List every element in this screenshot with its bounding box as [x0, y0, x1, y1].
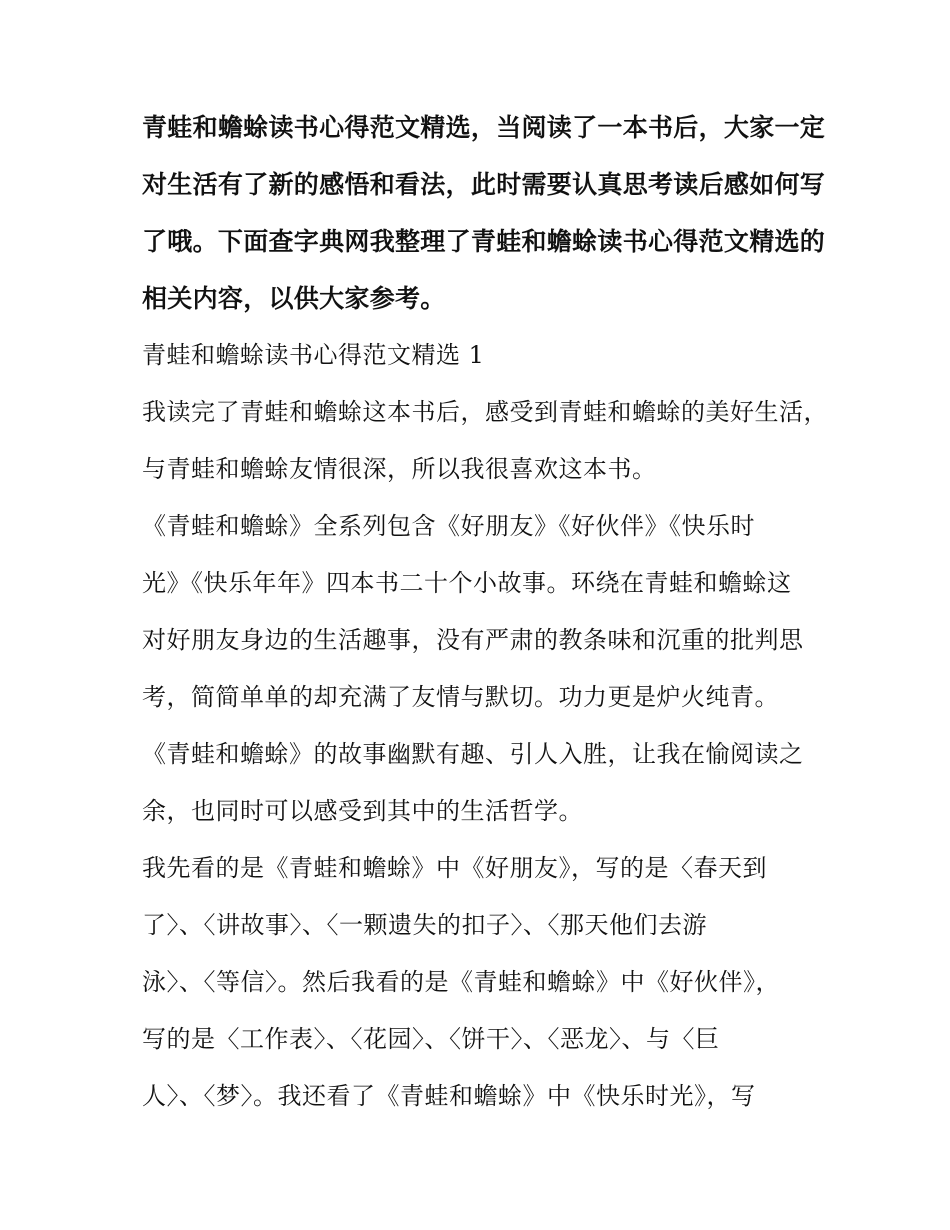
body-line: 与青蛙和蟾蜍友情很深，所以我很喜欢这本书。: [142, 455, 657, 483]
body-line: 对好朋友身边的生活趣事，没有严肃的教条味和沉重的批判思: [142, 626, 804, 654]
section-title: 青蛙和蟾蜍读书心得范文精选 1: [142, 341, 485, 369]
body-line: 《青蛙和蟾蜍》的故事幽默有趣、引人入胜，让我在愉阅读之: [142, 740, 804, 768]
body-line: 我读完了青蛙和蟾蜍这本书后，感受到青蛙和蟾蜍的美好生活，: [142, 398, 828, 426]
intro-line: 对生活有了新的感悟和看法，此时需要认真思考读后感如何写: [142, 170, 826, 199]
body-line: 光》《快乐年年》四本书二十个小故事。环绕在青蛙和蟾蜍这: [142, 569, 792, 597]
intro-line: 相关内容，以供大家参考。: [142, 284, 446, 313]
body-line: 我先看的是《青蛙和蟾蜍》中《好朋友》，写的是〈春天到: [142, 854, 767, 882]
intro-line: 青蛙和蟾蜍读书心得范文精选，当阅读了一本书后，大家一定: [142, 113, 826, 142]
body-line: 余，也同时可以感受到其中的生活哲学。: [142, 797, 583, 825]
body-line: 《青蛙和蟾蜍》全系列包含《好朋友》《好伙伴》《快乐时: [142, 512, 755, 540]
body-line: 考，简简单单的却充满了友情与默切。功力更是炉火纯青。: [142, 683, 779, 711]
body-line: 泳〉、〈等信〉。然后我看的是《青蛙和蟾蜍》中《好伙伴》，: [142, 968, 780, 996]
body-line: 了〉、〈讲故事〉、〈一颗遗失的扣子〉、〈那天他们去游: [142, 911, 707, 939]
body-line: 人〉、〈梦〉。我还看了《青蛙和蟾蜍》中《快乐时光》，写: [142, 1082, 756, 1110]
intro-line: 了哦。下面查字典网我整理了青蛙和蟾蜍读书心得范文精选的: [142, 227, 826, 256]
body-line: 写的是〈工作表〉、〈花园〉、〈饼干〉、〈恶龙〉、与〈巨: [142, 1025, 720, 1053]
